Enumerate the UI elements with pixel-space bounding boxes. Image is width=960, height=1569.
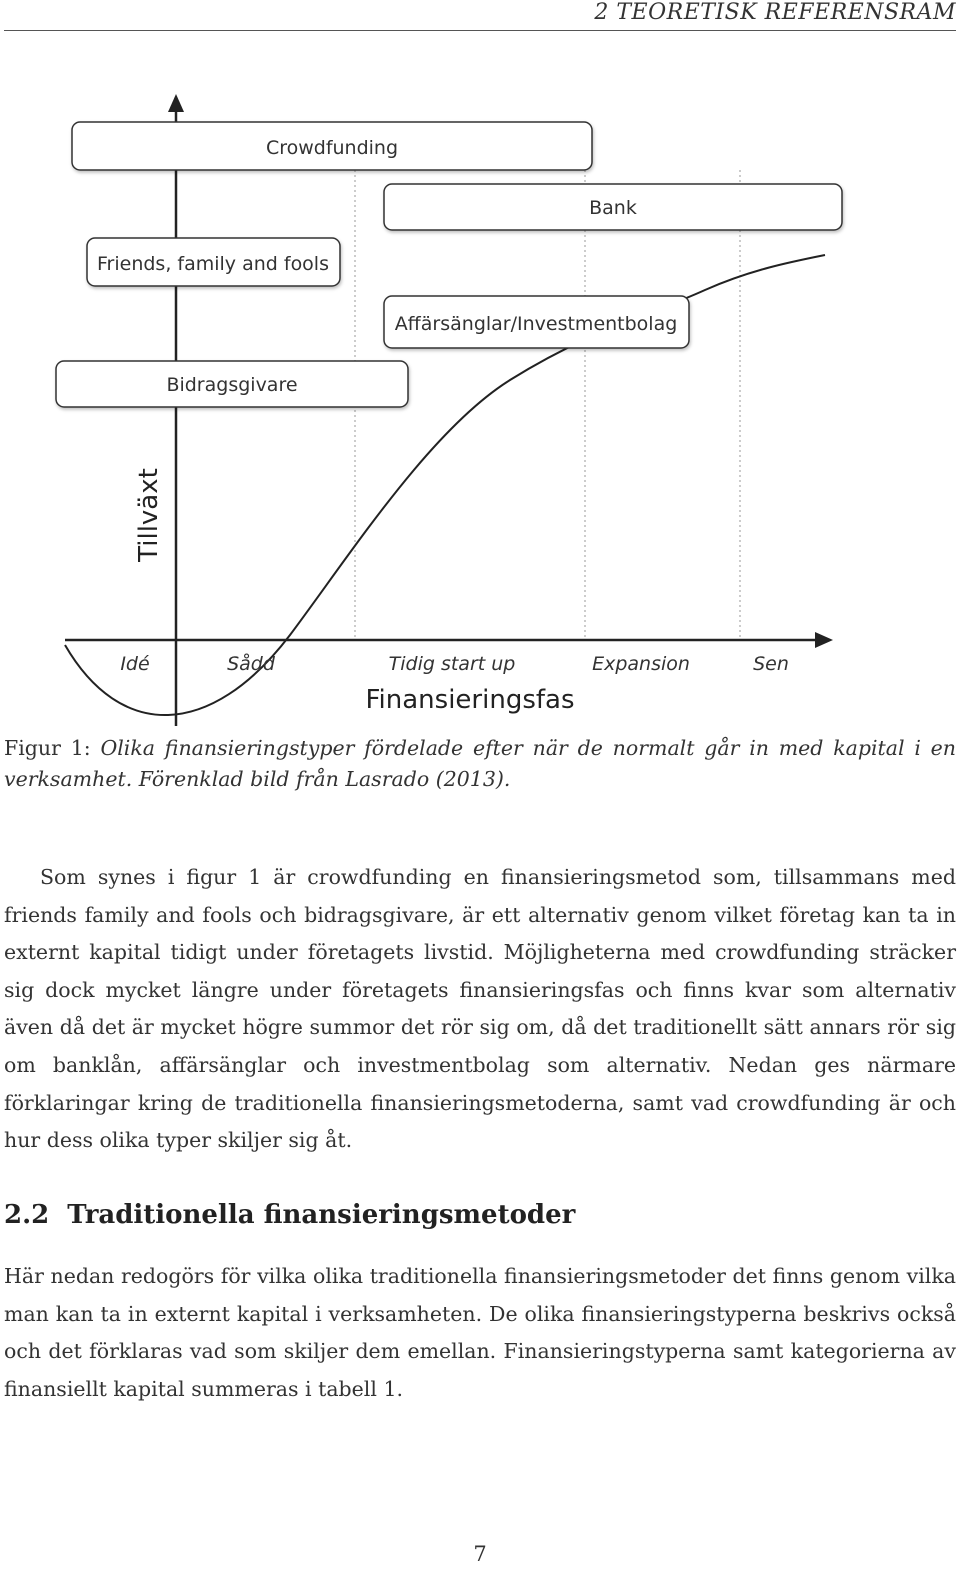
y-axis-label: Tillväxt xyxy=(134,468,164,562)
page-number: 7 xyxy=(473,1542,487,1566)
running-header xyxy=(4,0,956,31)
donors-label: Bidragsgivare xyxy=(166,374,298,396)
figure-caption xyxy=(4,733,956,795)
angels-label: Affärsänglar/Investmentbolag xyxy=(394,313,678,335)
section-title: Traditionella finansieringsmetoder xyxy=(67,1200,576,1230)
x-axis-label: Finansieringsfas xyxy=(365,685,575,715)
caption-text: Olika finansieringstyper fördelade efter när de normalt går in med kapital i en verksamhet. Förenklad bild från Lasrado (2013). xyxy=(4,736,957,791)
y-axis-arrow xyxy=(168,94,184,112)
section-heading xyxy=(4,1200,575,1230)
bank-label: Bank xyxy=(589,197,637,219)
section-number: 2.2 xyxy=(4,1200,50,1230)
phase-label-expansion: Expansion xyxy=(592,653,690,675)
phase-label-sadd: Sådd xyxy=(227,653,275,675)
body-paragraph-1: Som synes i figur 1 är crowdfunding en finansieringsmetod som, tillsammans med friends family and fools och bidragsgivare, är ett alternativ genom vilket företag kan ta in externt kapital tidigt under företagets livstid. Möjligheterna med crowdfunding sträcker sig dock mycket längre under företagets finansieringsfas och finns kvar som alternativ även då det är mycket högre summor det rör sig om, då det traditionellt sätt annars rör sig om banklån, affärsänglar och investmentbolag som alternativ. Nedan ges närmare förklaringar kring de traditionella finansieringsmetoderna, samt vad crowdfunding är och hur dess olika typer skiljer sig åt. xyxy=(4,865,956,1153)
phase-label-sen: Sen xyxy=(753,653,789,675)
financing-phase-figure xyxy=(50,90,850,735)
financing-phase-diagram xyxy=(50,90,850,735)
running-title: 2 TEORETISK REFERENSRAM xyxy=(594,0,956,25)
x-axis-arrow xyxy=(815,632,833,648)
phase-label-ide: Idé xyxy=(120,653,150,675)
phase-label-tidig: Tidig start up xyxy=(388,653,516,675)
body-paragraph-2: Här nedan redogörs för vilka olika traditionella finansieringsmetoder det finns genom vilka man kan ta in externt kapital i verksamheten. De olika finansieringstyperna beskrivs också och det förklaras vad som skiljer dem emellan. Finansieringstyperna samt kategorierna av finansiellt kapital summeras i tabell 1. xyxy=(4,1264,956,1401)
caption-prefix: Figur 1: xyxy=(4,736,101,760)
fff-label: Friends, family and fools xyxy=(97,253,329,275)
crowdfunding-label: Crowdfunding xyxy=(265,137,399,159)
